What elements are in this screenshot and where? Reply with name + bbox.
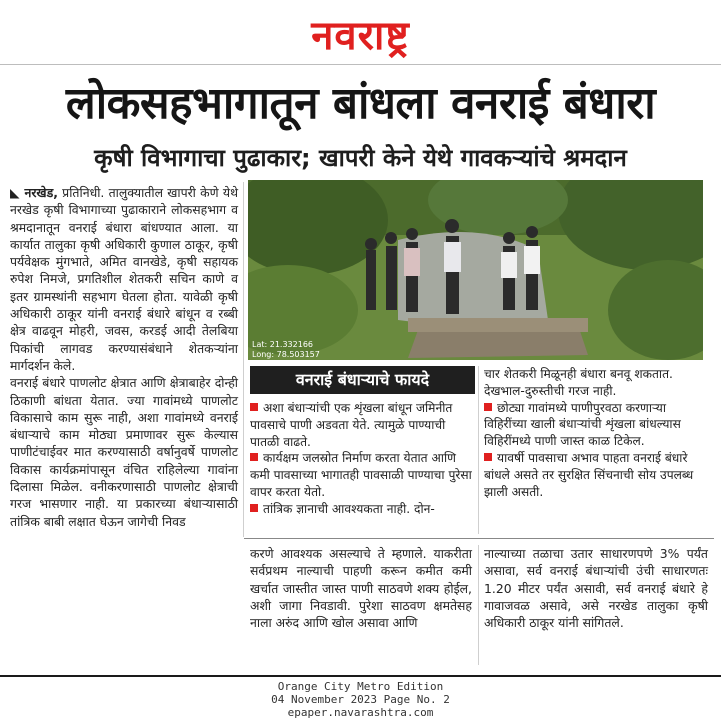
masthead-divider [0,64,721,65]
benefit-item: तांत्रिक ज्ञानाची आवश्यकता नाही. दोन- [250,501,475,518]
article-column-4: नाल्याच्या तळाचा उतार साधारणपणे 3% पर्यंत असावा, सर्व वनराई बंधाऱ्यांची उंची साधारणतः 1.20 मीटर पर्यंत असावी, सर्व वनराई बंधारे हे गावाजवळ असावे, असे नरखेड तालुका कृषी अधिकारी ठाकूर यांनी सांगितले. [484,546,708,631]
dateline: नरखेड, [24,185,58,200]
bullet-square-icon [250,453,258,461]
byline: प्रतिनिधी. [57,185,105,200]
benefit-item: अशा बंधाऱ्यांची एक शृंखला बांधून जमिनीत पावसाचे पाणी अडवता येते. त्यामुळे पाण्याची पातळी वाढते. [250,401,453,449]
footer-rule [0,675,721,677]
edition-date-page: 04 November 2023 Page No. 2 [271,693,450,706]
bullet-square-icon [250,403,258,411]
bullet-square-icon [484,403,492,411]
bullet-square-icon [484,453,492,461]
box-column-divider [478,366,479,534]
benefits-list-col2 [484,366,709,500]
arrow-icon: ◣ [10,185,25,200]
edition-footer [0,680,721,719]
column-divider [243,182,244,537]
news-photo [248,180,703,360]
photo-gps-stamp: Lat: 21.332166 Long: 78.503157 [252,340,320,359]
column-divider-lower [478,545,479,665]
headline: लोकसहभागातून बांधला वनराई बंधारा [65,78,656,129]
benefit-item: कार्यक्षम जलस्रोत निर्माण करता येतात आणि कमी पावसाच्या भागातही पावसाळी पाण्याचा पुरेसा वापर करता येतो. [250,451,472,499]
subheadline: कृषी विभागाचा पुढाकार; खापरी केने येथे गावकऱ्यांचे श्रमदान [94,144,627,172]
benefit-item: छोट्या गावांमध्ये पाणीपुरवठा करणाऱ्या विहिरींच्या खाली बंधाऱ्यांची शृंखला बांधल्यास विहिरींमध्ये पाणी जास्त काळ टिकेल. [484,400,681,449]
masthead-logo: नवराष्ट्र [311,13,410,59]
edition-name: Orange City Metro Edition [277,680,444,693]
benefits-list-col1 [250,400,475,518]
article-text: तालुक्यातील खापरी केणे येथे नरखेड कृषी विभागाच्या पुढाकाराने लोकसहभाग व श्रमदानातून वनराई बंधारा बांधण्यात आला. या कार्यात तालुका कृषी अधिकारी कुणाल ठाकूर, कृषी पर्यवेक्षक मुंगभाते, अमित वानखेडे, कृषी सहायक रुपेश निमजे, प्रगतिशील शेतकरी सचिन काणे व इतर ग्रामस्थांनी सहभाग घेतला होता. यावेळी कृषी अधिकारी ठाकूर यांनी वनराई बंधारे बांधून व रब्बी क्षेत्र वाढवून मोहरी, जवस, करडई आदी तेलबिया पिकांची लागवड करण्यासंबंधाने शेतकऱ्यांना मार्गदर्शन केले. वनराई बंधारे पाणलोट क्षेत्रात आणि क्षेत्राबाहेर दोन्ही ठिकाणी बांधता येतात. ज्या गावांमध्ये पाणलोट विकासाचे काम सुरू नाही, अशा गावांमध्ये वनराई बंधाऱ्याचे काम मोठ्या प्रमाणावर सुरू केल्यास पाणीटंचाईवर मात करण्यासाठी वर्षानुवर्षे पाणलोट विकास कार्यक्रमांपासून वंचित राहिलेल्या गावांना दिलासा मिळेल. वनीकरणासाठी पाणलोट क्षेत्राची गरज भासणार नाही. या प्रकारच्या बंधाऱ्यासाठी तांत्रिक बाबी लक्षात घेऊन जागेची निवड [10,185,238,529]
article-column-1 [10,184,238,530]
edition-site: epaper.navarashtra.com [287,706,434,719]
benefits-box-title: वनराई बंधाऱ्याचे फायदे [250,366,475,394]
bullet-square-icon [250,504,258,512]
benefit-item-continued: चार शेतकरी मिळूनही बंधारा बनवू शकतात. देखभाल-दुरुस्तीची गरज नाही. [484,367,673,398]
article-column-3: करणे आवश्यक असल्याचे ते म्हणाले. याकरीता सर्वप्रथम नाल्याची पाहणी करून कमीत कमी खर्चात जास्तीत जास्त पाणी साठवणे शक्य होईल, अशी जागा निवडावी. पुरेशा साठवण क्षमतेसह नाला अरुंद आणि खोल असावा आणि [250,546,472,631]
box-bottom-rule [244,538,714,539]
benefit-item: यावर्षी पावसाचा अभाव पाहता वनराई बंधारे बांधले असते तर सुरक्षित सिंचनाची सोय उपलब्ध झाली असती. [484,450,694,499]
